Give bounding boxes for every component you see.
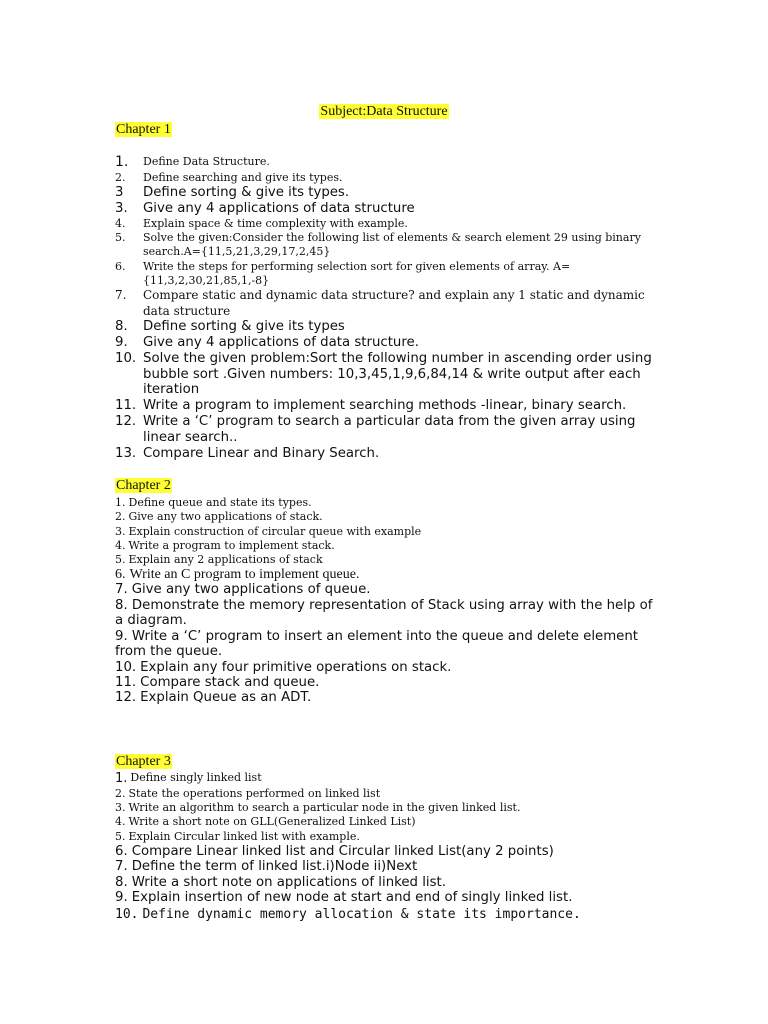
list-item: 7. Define the term of linked list.i)Node ii)Next xyxy=(115,859,418,875)
list-item: 12. Write a ‘C’ program to search a particular data from the given array using linear search.. xyxy=(115,413,636,445)
list-item: 2. State the operations performed on linked list xyxy=(115,786,381,800)
chapter-3-heading: Chapter 3 xyxy=(116,754,171,769)
chapter-2-heading: Chapter 2 xyxy=(116,478,171,493)
list-item: 7. Compare static and dynamic data structure? and explain any 1 static and dynamic data structure xyxy=(115,288,645,318)
list-item: 4. Write a short note on GLL(Generalized Linked List) xyxy=(115,815,416,829)
list-item: 8. Define sorting & give its types xyxy=(115,319,345,335)
list-item: 13. Compare Linear and Binary Search. xyxy=(115,445,380,461)
list-item: 6. Compare Linear linked list and Circular linked List(any 2 points) xyxy=(115,843,554,859)
list-item: 8. Demonstrate the memory representation of Stack using array with the help of a diagram. xyxy=(115,597,653,629)
list-item: 1. Define Data Structure. xyxy=(115,154,270,170)
list-item: 2. Define searching and give its types. xyxy=(115,170,343,184)
chapter-3-list xyxy=(115,771,660,923)
list-item: 5. Explain Circular linked list with example. xyxy=(115,829,360,843)
list-item: 11. Compare stack and queue. xyxy=(115,674,320,690)
list-item: 3 Define sorting & give its types. xyxy=(115,185,350,201)
list-item: 9. Give any 4 applications of data structure. xyxy=(115,334,419,350)
list-item: 3. Explain construction of circular queue with example xyxy=(115,524,422,538)
list-item: 10. Explain any four primitive operations on stack. xyxy=(115,659,452,675)
list-item: 6. Write an C program to implement queue. xyxy=(115,567,360,583)
list-item: 8. Write a short note on applications of linked list. xyxy=(115,874,446,890)
list-item: 1. Define singly linked list xyxy=(115,771,262,786)
list-item: 10. Define dynamic memory allocation & state its importance. xyxy=(115,906,581,922)
list-item: 9. Write a ‘C’ program to insert an element into the queue and delete element from the queue. xyxy=(115,628,638,660)
list-item: 11. Write a program to implement searching methods -linear, binary search. xyxy=(115,398,627,414)
list-item: 1. Define queue and state its types. xyxy=(115,496,312,509)
list-item: 12. Explain Queue as an ADT. xyxy=(115,690,312,706)
list-item: 5. Explain any 2 applications of stack xyxy=(115,553,323,567)
list-item: 4. Explain space & time complexity with example. xyxy=(115,216,408,230)
list-item: 7. Give any two applications of queue. xyxy=(115,582,371,598)
list-item: 9. Explain insertion of new node at start and end of singly linked list. xyxy=(115,890,573,906)
list-item: 5. Solve the given:Consider the following list of elements & search element 29 using binary search.A={11,5,21,3,29,17,2,45} xyxy=(115,230,641,259)
list-item: 6. Write the steps for performing selection sort for given elements of array. A={11,3,2,30,21,85,1,-8} xyxy=(115,259,571,287)
list-item: 4. Write a program to implement stack. xyxy=(115,538,335,552)
chapter-1-heading: Chapter 1 xyxy=(116,122,171,137)
subject-title: Subject:Data Structure xyxy=(320,104,448,119)
list-item: 10. Solve the given problem:Sort the following number in ascending order using bubble sort .Given numbers: 10,3,45,1,9,6,84,14 & write output after each iteration xyxy=(115,350,652,398)
list-item: 2. Give any two applications of stack. xyxy=(115,510,323,524)
list-item: 3. Give any 4 applications of data structure xyxy=(115,200,415,216)
chapter-1-list xyxy=(115,155,660,461)
chapter-2-list xyxy=(115,496,660,706)
list-item: 3. Write an algorithm to search a particular node in the given linked list. xyxy=(115,801,521,815)
